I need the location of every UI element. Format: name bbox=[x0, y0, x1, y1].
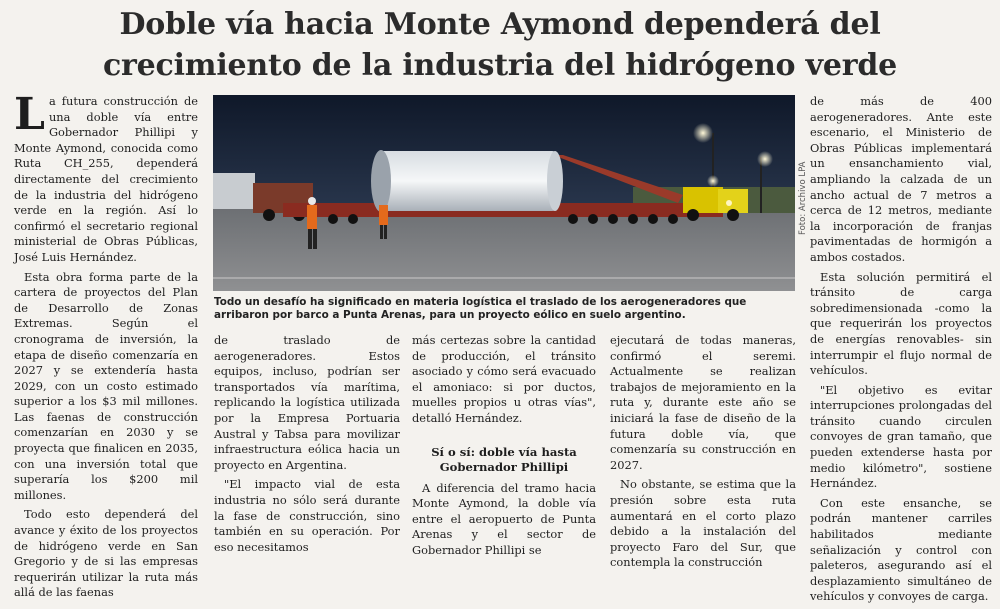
paragraph: A diferencia del tramo hacia Monte Aymond, la doble vía entre el aeropuerto de Punta Arenas y el sector de Gobernador Phillipi se bbox=[412, 480, 596, 557]
paragraph: Esta obra forma parte de la cartera de proyectos del Plan de Desarrollo de Zonas Extremas. Según el cronograma de inversión, la etapa de diseño comenzaría en 2027 y se extendería hasta 2029, con un costo estimado superior a los $3 mil millones. Las faenas de construcción comenzarían en 2030 y se proyecta que finalicen en 2035, con una inversión total que superaría los $200 mil millones. bbox=[14, 269, 198, 502]
article-photo bbox=[213, 95, 795, 291]
paragraph: más certezas sobre la cantidad de producción, el tránsito asociado y cómo será evacuado el amoniaco: si por ductos, muelles propios u otras vías", detalló Hernández. bbox=[412, 333, 596, 425]
paragraph: Con este ensanche, se podrán mantener carriles habilitados mediante señalización y control con paleteros, asegurando así el desplazamiento simultáneo de vehículos y convoyes de carga. bbox=[810, 495, 992, 604]
article-column-5 bbox=[810, 94, 992, 609]
wind-turbine-transport-image bbox=[213, 95, 795, 291]
headline-line-1: Doble vía hacia Monte Aymond dependerá del bbox=[119, 7, 881, 42]
article-column-4 bbox=[610, 333, 796, 575]
paragraph: Todo esto dependerá del avance y éxito de los proyectos de hidrógeno verde en San Gregorio y de si las empresas requerirán utilizar la ruta más allá de las faenas bbox=[14, 507, 198, 600]
drop-cap: L bbox=[14, 89, 45, 140]
photo-caption: Todo un desafío ha significado en materia logística el traslado de los aerogeneradores que arribaron por barco a Punta Arenas, para un proyecto eólico en suelo argentino. bbox=[214, 296, 747, 321]
paragraph: No obstante, se estima que la presión sobre esta ruta aumentará en el corto plazo debido a la instalación del proyecto Faro del Sur, que contempla la construcción bbox=[610, 477, 796, 570]
article-column-1 bbox=[14, 89, 198, 605]
subheading: Sí o sí: doble vía hasta Gobernador Phillipi bbox=[431, 444, 577, 474]
lead-paragraph: La futura construcción de una doble vía entre Gobernador Phillipi y Monte Aymond, conocida como Ruta CH_255, dependerá directamente del crecimiento de la industria del hidrógeno verde en la región. Así lo confirmó el secretario regional ministerial de Obras Públicas, José Luis Hernández. bbox=[14, 89, 198, 264]
paragraph: "El objetivo es evitar interrupciones prolongadas del tránsito cuando circulen convoyes de gran tamaño, que pueden extenderse hasta por medio kilómetro", sostiene Hernández. bbox=[810, 382, 992, 491]
paragraph: Esta solución permitirá el tránsito de carga sobredimensionada -como la que requerirán los proyectos de energías renovables- sin interrumpir el flujo normal de vehículos. bbox=[810, 269, 992, 378]
headline-line-2: crecimiento de la industria del hidrógeno verde bbox=[102, 48, 897, 83]
paragraph: de más de 400 aerogeneradores. Ante este escenario, el Ministerio de Obras Públicas implementará un ensanchamiento vial, ampliando la calzada de un ancho actual de 7 metros a cerca de 12 metros, mediante la incorporación de franjas pavimentadas de hormigón a ambos costados. bbox=[810, 94, 992, 264]
photo-credit: Foto: Archivo LPA bbox=[798, 161, 808, 235]
article-column-2 bbox=[214, 333, 400, 559]
headline bbox=[0, 4, 1000, 86]
article-column-3 bbox=[412, 333, 596, 563]
paragraph: "El impacto vial de esta industria no sólo será durante la fase de construcción, sino también en su operación. Por eso necesitamos bbox=[214, 477, 400, 554]
paragraph: de traslado de aerogeneradores. Estos equipos, incluso, podrían ser transportados vía marítima, replicando la logística utilizada por la Empresa Portuaria Austral y Tabsa para movilizar infraestructura eólica hacia un proyecto en Argentina. bbox=[214, 333, 400, 472]
paragraph: ejecutará de todas maneras, confirmó el seremi. Actualmente se realizan trabajos de mejoramiento en la ruta y, durante este año se iniciará la fase de diseño de la futura doble vía, que comenzaría su construcción en 2027. bbox=[610, 333, 796, 472]
